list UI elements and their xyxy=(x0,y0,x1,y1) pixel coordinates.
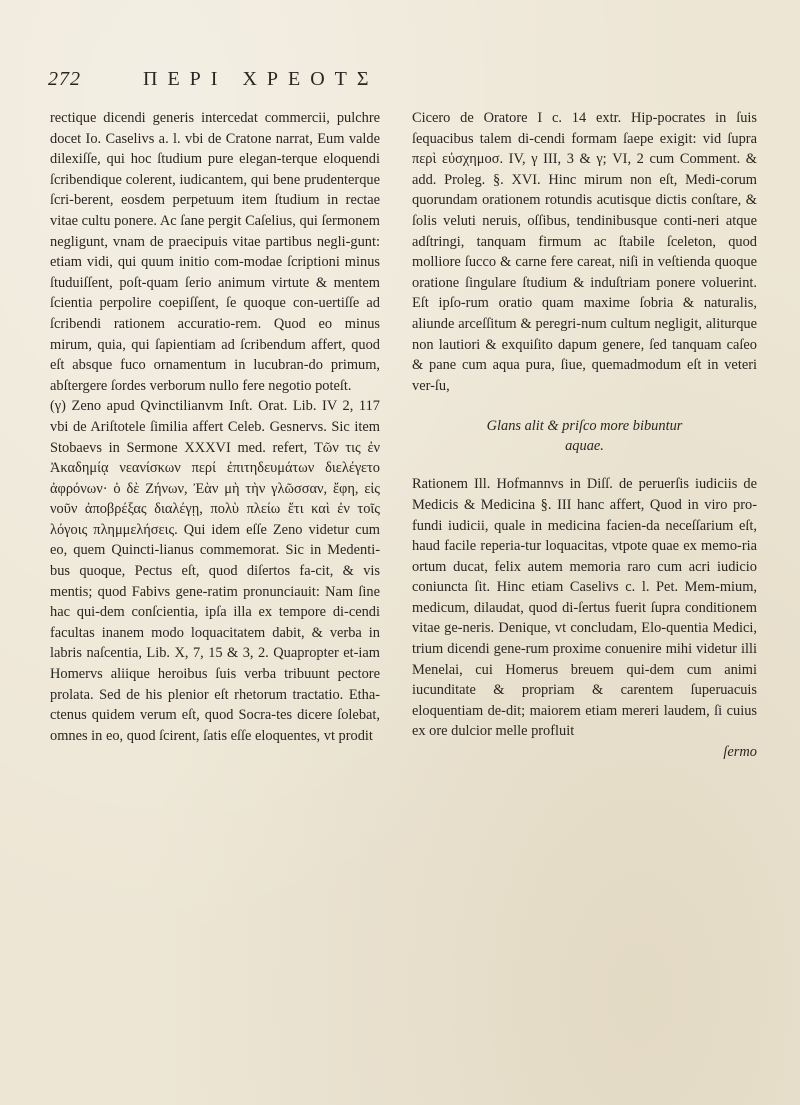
verse-line-2: aquae. xyxy=(565,438,604,455)
verse-quotation xyxy=(412,416,757,456)
left-column xyxy=(50,108,380,746)
page-header xyxy=(48,68,748,98)
right-column xyxy=(412,108,757,763)
page-number: 272 xyxy=(48,68,81,90)
left-paragraph-1: rectique dicendi generis intercedat commercii, pulchre docet Io. Caselivs a. l. vbi de Cratone narrat, Eum valde dilexiſſe, qui hoc ſtudium pure elegan-terque eloquendi ſcribendique colerent, iudicantem, qui bene prudenterque ſcri-berent, eosdem perpetuum item ſtudium in rectae vitae cultu ponere. Ac ſane pergit Caſelius, qui ſermonem negligunt, vnam de praecipuis vitae partibus negli-gunt: etiam vidi, qui quum initio com-modae ſcriptioni minus ſtuduiſſent, poſt-quam ſerio animum virtute & mentem ſcientia perpolire coepiſſent, ſe quoque con-uertiſſe ad ſcribendi rationem accuratio-rem. Quod eo minus mirum, quia, qui ſapientiam ad ſcribendum affert, quod eſt absque fuco ornamentum in lucubran-do primum, abſtergere ſordes verborum nullo fere negotio poteſt. xyxy=(50,110,380,394)
right-paragraph-1: Cicero de Oratore I c. 14 extr. Hip-pocrates in ſuis ſequacibus talem di-cendi formam ſaepe exigit: vid ſupra περὶ εὐσχημοσ. IV, γ III, 3 & γ; VI, 2 cum Comment. & add. Proleg. §. XVI. Hinc mirum non eſt, Medi-corum quorundam orationem rotundis acutisque dictis conſtare, & ſolis veluti neruis, oſſibus, tendinibusque conti-neri atque adſtringi, tanquam firmum ac ſtabile ſceleton, quod molliore ſucco & carne fere careat, niſi in veſtienda quoque oratione ſingulare ſtudium & induſtriam ponere voluerint. Eſt ipſo-rum oratio quam maxime ſobria & naturalis, aliunde arceſſitum & peregri-num cultum negligit, aliturque non lautiori & exquiſito dapum genere, ſed tanquam caſeo & pane cum aqua pura, ſiue, quemadmodum eſt in veteri ver-ſu, xyxy=(412,110,757,394)
catchword: ſermo xyxy=(723,744,757,761)
verse-line-1: Glans alit & priſco more bibuntur xyxy=(486,418,683,435)
left-paragraph-2-footnote-zeno: (γ) Zeno apud Qvinctilianvm Inſt. Orat. Lib. IV 2, 117 vbi de Ariſtotele ſimilia affert Celeb. Gesnervs. Sic item Stobaevs in Sermone XXXVI med. refert, Τῶν τις ἐν Ἀκαδημίᾳ νεανίσκων περί ἐπιτηδευμάτων διελέγετο ἀφρόνων· ὁ δὲ Ζήνων, Ἐὰν μὴ τὴν γλῶσσαν, ἔφη, εἰς νοῦν ἀποβρέξας διαλέγῃ, πολὺ πλείω ἔτι καὶ ἐν τοῖς λόγοις πλημμελήσεις. Qui idem eſſe Zeno videtur cum eo, quem Quincti-lianus commemorat. Sic in Medenti-bus quoque, Pectus eſt, quod diſertos fa-cit, & vis mentis; quod Fabivs gene-ratim pronunciauit: Nam ſine hac qui-dem conſcientia, ipſa illa ex tempore di-cendi facultas inanem modo loquacitatem dabit, & verba in labris naſcentia, Lib. X, 7, 15 & 3, 2. Quapropter et-iam Homervs aliique heroibus ſuis verba tribuunt pectore prolata. Sed de his plenior eſt rhetorum tractatio. Etha-ctenus quidem verum eſt, quod Socra-tes dicere ſolebat, omnes in eo, quod ſcirent, ſatis eſſe eloquentes, vt prodit xyxy=(50,398,380,744)
right-paragraph-2: Rationem Ill. Hofmannvs in Diſſ. de peruerſis iudiciis de Medicis & Medicina §. III hanc affert, Quod in viro pro-fundi iudicii, quale in medicina facien-da neceſſarium eſt, haud facile reperia-tur loquacitas, vtpote quae ex memo-ria ortum ducat, felix autem memoria raro cum acri iudicio coniuncta ſit. Hinc etiam Caselivs c. l. Pet. Mem-mium, medicum, dilaudat, quod di-ſertus fuerit ſupra conditionem vitae ge-neris. Denique, vt concludam, Elo-quentia Medici, trium dicendi gene-rum proxime conuenire mihi videtur illi Menelai, cui Homerus breuem qui-dem cum animi iucunditate & propriam & carentem ſuperuacuis eloquentiam de-dit; maiorem etiam mereri laudem, ſi cuius ex ore dulcior melle profluit xyxy=(412,476,757,740)
running-head: ΠΕΡΙ ΧΡΕΟΤΣ xyxy=(143,68,379,90)
